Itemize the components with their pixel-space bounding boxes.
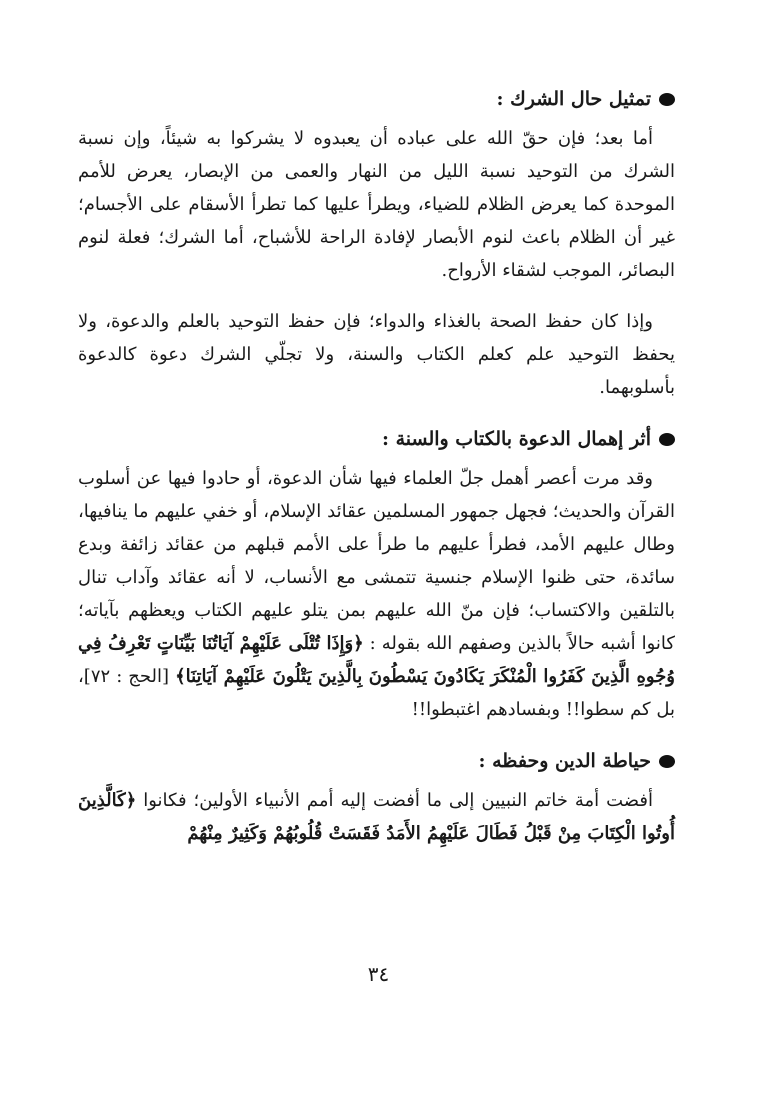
section-heading — [78, 744, 675, 778]
bullet-icon — [659, 433, 675, 446]
paragraph-text: أفضت أمة خاتم النبيين إلى ما أفضت إليه أمم الأنبياء الأولين؛ فكانوا — [143, 790, 653, 811]
section-heading — [78, 422, 675, 456]
heading-text: أثر إهمال الدعوة بالكتاب والسنة : — [381, 428, 651, 450]
section-heading — [78, 82, 675, 116]
paragraph-text: وقد مرت أعصر أهمل جلّ العلماء فيها شأن الدعوة، أو حادوا فيها عن أسلوب القرآن والحديث؛ فجهل جمهور المسلمين عقائد الإسلام، أو خفي عليهم ما ينافيها، وطال عليهم الأمد، فطرأ عليهم ما طرأ على الأمم قبلهم من عقائد زائفة وبدع سائدة، حتى ظنوا الإسلام جنسية تتمشى مع الأنساب، لا أنه عقائد وآداب تنال بالتلقين والاكتساب؛ فإن منّ الله عليهم بمن يتلو عليهم الكتاب ويعظهم بآياته؛ كانوا أشبه حالاً بالذين وصفهم الله بقوله : — [78, 468, 675, 654]
quran-verse: ﴿كَالَّذِينَ أُوتُوا الْكِتَابَ مِنْ قَبْلُ فَطَالَ عَلَيْهِمُ الأَمَدُ فَقَسَتْ قُلُوبُهُمْ وَكَثِيرٌ مِنْهُمْ — [78, 790, 675, 844]
heading-text: تمثيل حال الشرك : — [496, 88, 651, 110]
paragraph — [78, 784, 675, 850]
bullet-icon — [659, 755, 675, 768]
heading-text: حياطة الدين وحفظه : — [478, 750, 651, 772]
page-number: ٣٤ — [367, 962, 390, 986]
verse-citation: [الحج : ٧٢]، بل كم سطوا!! وبفسادهم اغتبطوا!! — [78, 666, 675, 720]
bullet-icon — [659, 93, 675, 106]
paragraph: وإذا كان حفظ الصحة بالغذاء والدواء؛ فإن حفظ التوحيد بالعلم والدعوة، ولا يحفظ التوحيد علم كعلم الكتاب والسنة، ولا تجلّي الشرك دعوة كالدعوة بأسلوبهما. — [78, 311, 675, 398]
quran-verse: ﴿وَإِذَا تُتْلَى عَلَيْهِمْ آيَاتُنَا بَيِّنَاتٍ تَعْرِفُ فِي وُجُوهِ الَّذِينَ كَفَرُوا الْمُنْكَرَ يَكَادُونَ يَسْطُونَ بِالَّذِينَ يَتْلُونَ عَلَيْهِمْ آيَاتِنَا﴾ — [78, 633, 675, 687]
paragraph — [78, 462, 675, 726]
paragraph: أما بعد؛ فإن حقّ الله على عباده أن يعبدوه لا يشركوا به شيئاً، وإن نسبة الشرك من التوحيد نسبة الليل من النهار والعمى من الإبصار، يعرض للأمم الموحدة كما يعرض الظلام للضياء، ويطرأ عليها كما تطرأ الأسقام على الأجسام؛ غير أن الظلام باعث لنوم الأبصار لإفادة الراحة للأشباح، أما الشرك؛ فعلة لنوم البصائر، الموجب لشقاء الأرواح. — [78, 128, 675, 281]
